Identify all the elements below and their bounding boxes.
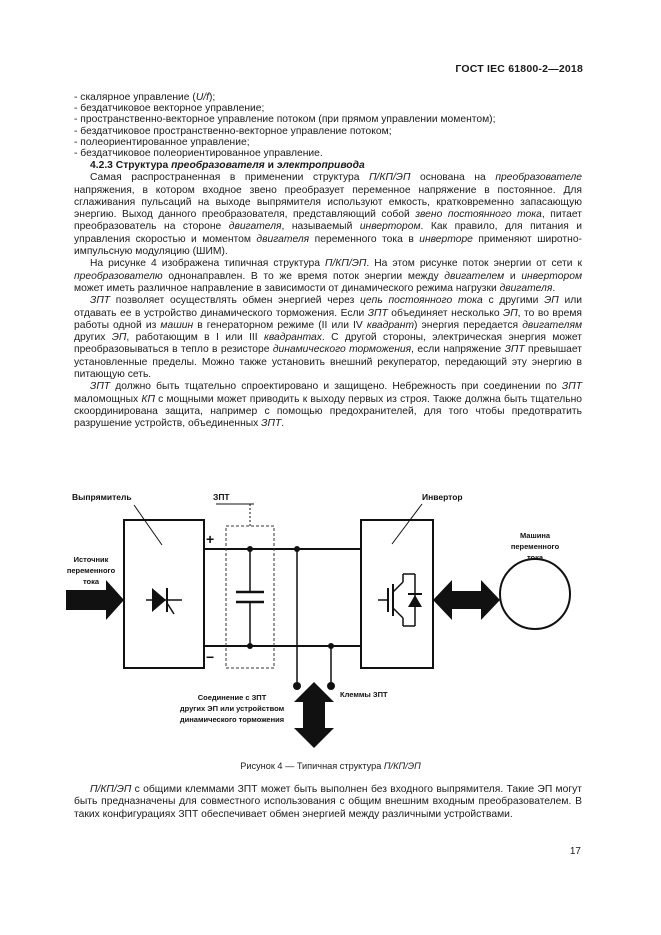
rectifier-label: Выпрямитель — [72, 492, 132, 502]
list-item: - полеориентированное управление; — [74, 136, 250, 148]
ac-machine-icon — [500, 559, 570, 629]
machine-label: переменного — [510, 542, 560, 551]
minus-sign: − — [206, 649, 215, 665]
rectifier-block — [124, 520, 204, 668]
dc-terminal-icon — [327, 682, 335, 690]
junction-dot — [247, 546, 253, 552]
vertical-bidirectional-arrow-icon — [294, 682, 334, 748]
dc-terminal-icon — [293, 682, 301, 690]
paragraph: На рисунке 4 изображена типичная структура П/КП/ЭП. На этом рисунке поток энергии от сети к преобразователю однонаправлен. В то же время поток энергии между двигателем и инвертором может иметь различное направление в зависимости от динамического режима нагрузки двигателя. — [74, 258, 583, 294]
rectifier-diagonal — [134, 505, 162, 545]
thyristor-icon — [152, 588, 166, 612]
source-label: переменного — [66, 566, 116, 575]
list-item: - пространственно-векторное управление потоком (при прямом управлении моментом); — [74, 114, 496, 126]
figure-caption: Рисунок 4 — Типичная структура П/КП/ЭП — [240, 761, 421, 771]
list-item: - скалярное управление (U/f); — [74, 92, 216, 103]
machine-label: Машина — [519, 531, 551, 540]
freewheel-diode-icon — [408, 595, 422, 607]
list-item: - бездатчиковое полеориентированное управление. — [74, 148, 323, 160]
source-label: тока — [82, 577, 100, 586]
list-item: - бездатчиковое векторное управление; — [74, 103, 265, 115]
terminals-label: Клеммы ЗПТ — [340, 690, 388, 699]
igbt-collector — [393, 582, 403, 592]
paragraph: П/КП/ЭП с общими клеммами ЗПТ может быть выполнен без входного выпрямителя. Такие ЭП могут быть предназначены для совместного использования с общим внешним входным преобразователем. В таких конфигурациях ЗПТ обеспечивает обмен энергией между различными устройствами. — [74, 784, 582, 820]
input-arrow-icon — [66, 580, 124, 620]
inverter-label: Инвертор — [422, 492, 463, 502]
page-number: 17 — [569, 846, 581, 857]
machine-label: тока — [526, 553, 544, 562]
section-heading: 4.2.3 Структура преобразователя и электропривода — [90, 160, 365, 171]
igbt-emitter — [393, 608, 403, 618]
connection-label: Соединение с ЗПТ — [197, 693, 267, 702]
junction-dot — [247, 643, 253, 649]
inverter-block — [361, 520, 433, 668]
paragraph: Самая распространенная в применении структура П/КП/ЭП основана на преобразователе напряжения, в котором входное звено преобразует переменное напряжение в постоянное. Для сглаживания пульсаций на выходе выпрямителя используют емкость, кратковременно запасающую энергию. Выход данного преобразователя, представляющий собой звено постоянного тока, питает преобразователь на стороне двигателя, называемый инвертором. Как правило, для питания и управления скоростью и моментом двигателя переменного тока в инверторе применяют широтно-импульсную модуляцию (ШИМ). — [74, 172, 583, 258]
paragraph: ЗПТ должно быть тщательно спроектировано и защищено. Небрежность при соединении по ЗПТ маломощных КП с мощными может приводить к выходу первых из строя. Также должна быть тщательно скоординирована защита, например с помощью предохранителей, для того чтобы предотвратить разрушение устройств, объединенных ЗПТ. — [74, 381, 582, 430]
connection-label: других ЭП или устройством — [179, 704, 285, 713]
inverter-diagonal — [392, 504, 422, 544]
document-header: ГОСТ IEC 61800-2—2018 — [455, 63, 583, 75]
connection-label: динамического торможения — [179, 715, 285, 724]
dc-link-label: ЗПТ — [213, 492, 230, 502]
bidirectional-arrow-icon — [433, 580, 500, 620]
plus-sign: + — [206, 531, 215, 547]
paragraph: ЗПТ позволяет осуществлять обмен энергией через цепь постоянного тока с другими ЭП или отдавать ее в устройство динамического торможения. Если ЗПТ объединяет несколько ЭП, то во время работы одной из машин в генераторном режиме (II или IV квадрант) энергия передается двигателям других ЭП, работающим в I или III квадрантах. С другой стороны, электрическая энергия может преобразовываться в тепло в резисторе динамического торможения, если напряжение ЗПТ превышает установленные пределы. Можно также установить внешний рекуператор, передающий эту энергию в питающую сеть. — [74, 295, 583, 381]
thyristor-gate — [167, 603, 174, 614]
source-label: Источник — [73, 555, 109, 564]
list-item: - бездатчиковое пространственно-векторное управление потоком; — [74, 125, 392, 137]
body-text-bottom — [74, 784, 582, 821]
